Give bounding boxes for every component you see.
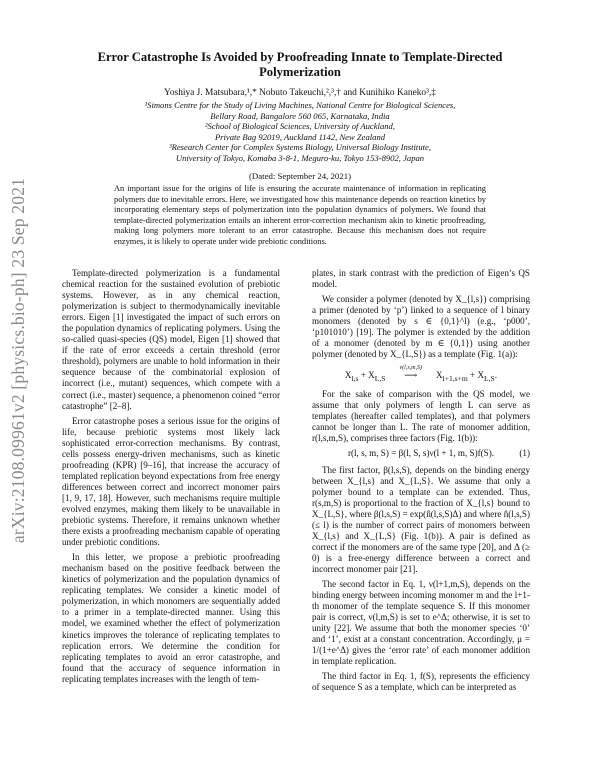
equation-1 [312,448,530,459]
affiliations [80,100,520,164]
reaction-arrow: v(l,s,m,S) ⟶ [388,370,434,381]
left-column [62,268,280,689]
body-paragraph: In this letter, we propose a prebiotic proofreading mechanism based on the positive feedback between the kinetics of polymerization and the population dynamics of replicating templates. We consider a kinetic model of polymerization, in which monomers are sequentially added to a primer in a template-directed manner. Using this model, we examined whether the effect of polymerization kinetics improves the tolerance of replicating templates to replication errors. We determine the condition for replicating templates to avoid an error catastrophe, and found that the accuracy of sequence information in replicating templates increases with the length of tem- [62,552,280,684]
reaction-equation: $X_{l,s} + X_{L,S}$ v(l,s,m,S) ⟶ $X_{l+1,s+m} + X_{L,S}$. [344,365,498,384]
affiliation-line: ²School of Biological Sciences, University of Auckland, [204,121,395,132]
body-paragraph: plates, in stark contrast with the prediction of Eigen’s QS model. [312,268,530,290]
author-list: Yoshiya J. Matsubara,¹,* Nobuto Takeuchi,²,³,† and Kunihiko Kaneko³,‡ [164,88,436,98]
reaction-rate-label: v(l,s,m,S) [399,365,422,372]
body-paragraph: The second factor in Eq. 1, ν(l+1,m,S), depends on the binding energy between incoming monomer m and the l+1-th monomer of the template sequence S. If this monomer pair is correct, ν(l,m,S) is set to e^Δ; otherwise, it is set to unity [22]. We assume that both the monomer species ‘0’ and ‘1’, exist at a constant concentration. Accordingly, μ = 1/(1+e^Δ) gives the ‘error rate’ of each monomer addition in template replication. [312,578,530,667]
affiliation-line: University of Tokyo, Komaba 3-8-1, Meguro-ku, Tokyo 153-8902, Japan [175,152,425,163]
arxiv-identifier: arXiv:2108.09961v2 [physics.bio-ph] 23 Sep 2021 [8,177,29,543]
body-paragraph: The third factor in Eq. 1, f(S), represents the efficiency of sequence S as a template, which can be interpreted as [312,671,530,693]
body-paragraph: For the sake of comparison with the QS model, we assume that only polymers of length L can serve as templates (hereafter called templates), and that polymers cannot be longer than L. The rate of monomer addition, r(l,s,m,S), comprises three factors (Fig. 1(b)): [312,389,530,444]
affiliation-line: ³Research Center for Complex Systems Biology, Universal Biology Institute, [169,142,431,153]
body-paragraph: Template-directed polymerization is a fundamental chemical reaction for the sustained evolution of prebiotic systems. However, as in any chemical reaction, polymerization is subject to thermodynamically inevitable errors. Eigen [1] investigated the impact of such errors on the population dynamics of replicating polymers. Using the so-called quasi-species (QS) model, Eigen [1] showed that if the rate of error exceeds a certain threshold (error threshold), polymers are unable to hold information in their sequence because of the combinatorial explosion of incorrect (i.e., mutant) sequences, which compete with a correct (i.e., master) sequence, a phenomenon coined “error catastrophe” [2–8]. [62,268,280,411]
affiliation-line: ¹Simons Centre for the Study of Living Machines, National Centre for Biological Sciences, [144,100,456,110]
arxiv-identifier-stamp [8,150,30,570]
equation-1-body: r(l, s, m, S) = β(l, S, s)ν(l + 1, m, S)f(S). [347,448,495,459]
paper-title: Error Catastrophe Is Avoided by Proofreading Innate to Template-Directed Polymerization [97,50,503,79]
body-paragraph: Error catastrophe poses a serious issue for the origins of life, because prebiotic systems most likely lack sophisticated error-correction mechanisms. By contrast, cells possess energy-driven mechanisms, such as kinetic proofreading (KPR) [9–16], that increase the accuracy of templated replication beyond expectations from free energy differences between correct and incorrect monomer pairs [1, 9, 17, 18]. However, such mechanisms require multiple evolved enzymes, making them likely to be unavailable in prebiotic systems. Therefore, it remains unknown whether there exists a proofreading mechanism capable of operating under prebiotic conditions. [62,415,280,548]
body-paragraph: The first factor, β(l,s,S), depends on the binding energy between X_{l,s} and X_{L,S}. We assume that only a polymer bound to a template can be extended. Thus, r(s,m,S) is proportional to the fraction of X_{l,s} bound to X_{L,S}, where β(l,s,S) = exp(n̂(l,s,S)Δ) and where n̂(l,s,S)(≤ l) is the number of correct pairs of monomers between X_{l,s} and X_{L,S} (Fig. 1(b)). A pair is defined as correct if the monomers are of the same type [20], and Δ (≥ 0) is a free-energy difference between a correct and incorrect monomer pair [21]. [312,464,530,574]
equation-1-number: (1) [519,448,530,459]
right-column [312,268,530,697]
affiliation-line: Bellary Road, Bangalore 560 065, Karnataka, India [210,110,390,121]
abstract: An important issue for the origins of life is ensuring the accurate maintenance of information in replicating polymers due to inevitable errors. Here, we investigated how this maintenance depends on reaction kinetics by incorporating elementary steps of polymerization into the population dynamics of polymers. We found that template-directed polymerization entails an inherent error-correction mechanism akin to kinetic proofreading, making long polymers more tolerant to an error catastrophe. Because this mechanism does not require enzymes, it is likely to operate under wide prebiotic conditions. [114,184,486,246]
affiliation-line: Private Bag 92019, Auckland 1142, New Zealand [214,131,386,142]
dated-line: (Dated: September 24, 2021) [248,171,352,181]
reaction-reactant: X [344,370,352,381]
body-paragraph: We consider a polymer (denoted by X_{l,s}) comprising a primer (denoted by ‘p’) linked to a sequence of l binary monomers (denoted by s ∈ {0,1}^l) (e.g., ‘p000’, ‘p101010’) [19]. The polymer is extended by the addition of a monomer (denoted by m ∈ {0,1}) using another polymer (denoted by X_{L,S}) as a template (Fig. 1(a)): [312,294,530,360]
reaction-product: X [436,370,443,381]
